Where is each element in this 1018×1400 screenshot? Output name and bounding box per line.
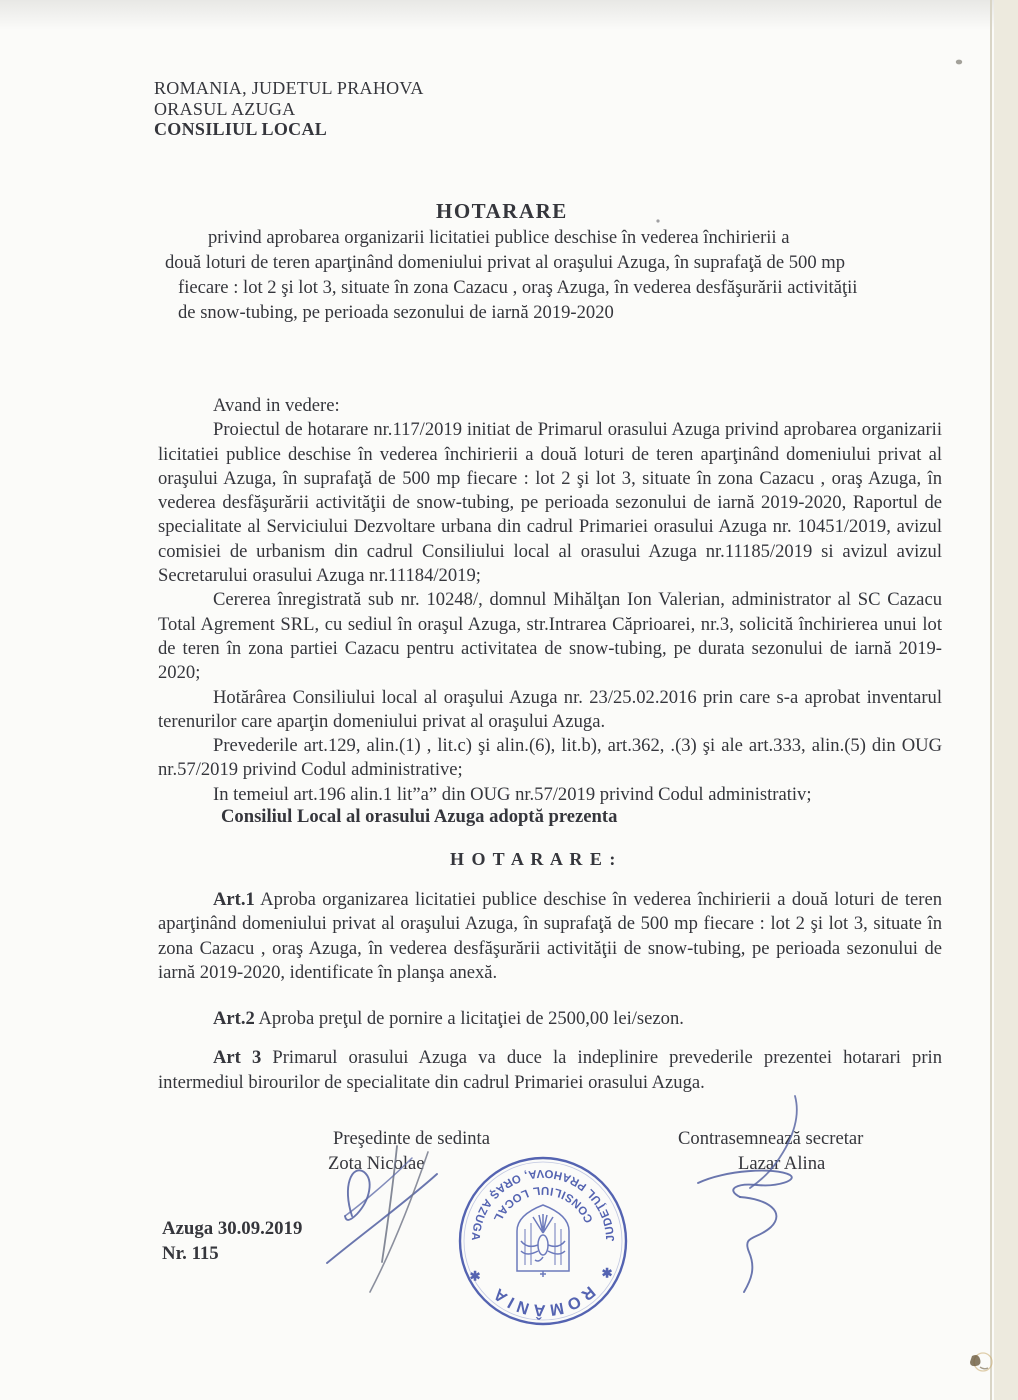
letterhead-city: ORASUL AZUGA	[154, 98, 296, 119]
signature-block-secretary	[678, 1126, 863, 1176]
article-label: Art.1	[213, 889, 255, 910]
preamble-intro: Avand in vedere:	[213, 395, 340, 416]
stamp-outer-ring	[460, 1158, 626, 1324]
stamp-rotated-group	[460, 1158, 626, 1324]
footer-number: Nr. 115	[162, 1243, 219, 1264]
preamble-paragraph: Prevederile art.129, alin.(1) , lit.c) şi alin.(6), lit.b), art.362, .(3) şi ale art.333, alin.(5) din OUG nr.57/2019 privind Codul administrative;	[158, 735, 942, 781]
preamble	[158, 394, 942, 807]
articles	[158, 888, 942, 1095]
stamp-ring-inner-text: CONSILIUL LOCAL	[490, 1183, 596, 1225]
signature-role: Preşedinte de sedinta	[333, 1128, 490, 1149]
scan-edge-shade	[0, 0, 1018, 30]
footer-place-date: Azuga 30.09.2019	[162, 1218, 303, 1239]
signature-name: Lazar Alina	[738, 1153, 826, 1174]
signature-role: Contrasemnează secretar	[678, 1128, 864, 1149]
preamble-paragraph: In temeiul art.196 alin.1 lit”a” din OUG nr.57/2019 privind Codul administrativ;	[213, 783, 812, 805]
stamp-ring-outer-text: JUDEŢUL PRAHOVA, ORAŞ AZUGA	[468, 1166, 618, 1242]
title-subtitle-line: două loturi de teren aparţinând domeniului privat al oraşului Azuga, în suprafaţă de 500 mp	[165, 252, 846, 273]
article	[158, 1046, 942, 1095]
letterhead-council: CONSILIUL LOCAL	[154, 119, 328, 139]
article-text: Primarul orasului Azuga va duce la indeplinire prevederile prezentei hotarari prin intermediul birourilor de specialitate din cadrul Primariei orasului Azuga.	[158, 1047, 942, 1093]
document-title: HOTARARE	[436, 199, 568, 223]
preamble-paragraph: Proiectul de hotarare nr.117/2019 initiat de Primarul orasului Azuga privind aprobarea organizarii licitatiei publice deschise în vederea închirierii a două loturi de teren aparţinând domeniului privat al oraşului Azuga, în suprafaţă de 500 mp fiecare : lot 2 şi lot 3, situate în zona Cazacu , oraş Azuga, în vederea desfăşurării activităţii de snow-tubing, pe perioada sezonului de iarnă 2019-2020, Raportul de specialitate al Serviciului Dezvoltare urbana din cadrul Primariei orasului Azuga nr. 10451/2019, avizul comisiei de urbanism din cadrul Consiliului local al orasului Azuga nr.11185/2019 si avizul avizul Secretarului orasului Azuga nr.11184/2019;	[158, 419, 942, 587]
article-text: Aproba preţul de pornire a licitaţiei de 2500,00 lei/sezon.	[258, 1008, 684, 1030]
article	[158, 888, 942, 985]
title-subtitle-line: fiecare : lot 2 şi lot 3, situate în zona Cazacu , oraş Azuga, în vederea desfăşurării activităţii	[178, 277, 858, 298]
title-subtitle-line: de snow-tubing, pe perioada sezonului de iarnă 2019-2020	[178, 302, 614, 323]
stamp-country-text: ROMÂNIA	[487, 1282, 599, 1320]
preamble-paragraph: Hotărârea Consiliului local al oraşului Azuga nr. 23/25.02.2016 prin care s-a aprobat inventarul terenurilor care aparţin domeniului privat al oraşului Azuga.	[158, 686, 942, 732]
stamp-star-icon: ✱	[469, 1268, 481, 1283]
paper-edge-line	[990, 0, 992, 1400]
stamp-star-icon: ✱	[601, 1265, 613, 1280]
adoption-line: Consiliul Local al orasului Azuga adoptă prezenta	[221, 806, 618, 827]
title-subtitle-line: privind aprobarea organizarii licitatiei publice deschise în vederea închirierii a	[208, 227, 790, 248]
article-text: Aproba organizarea licitatiei publice deschise în vederea închirierii a două loturi de teren aparţinând domeniului privat al oraşului Azuga, în suprafaţă de 500 mp fiecare : lot 2 şi lot 3, situate în zona Cazacu , oraş Azuga, în vederea desfăşurării activităţii de snow-tubing, pe perioada sezonului de iarnă 2019-2020, identificate în planşa anexă.	[158, 889, 943, 983]
stamp-coat-of-arms-icon	[517, 1205, 569, 1277]
article-label: Art 3	[213, 1047, 262, 1069]
letterhead-country-county: ROMANIA, JUDETUL PRAHOVA	[154, 78, 424, 98]
preamble-paragraph: Cererea înregistrată sub nr. 10248/, domnul Mihălţan Ion Valerian, administrator al SC Cazacu Total Agrement SRL, cu sediul în oraşul Azuga, str.Intrarea Căprioarei, nr.3, solicită închirierea unui lot de teren în zona partiei Cazacu pentru activitatea de snow-tubing, pe durata sezonului de iarnă 2019-2020;	[158, 589, 942, 684]
decision-heading: H O T A R A R E :	[450, 849, 617, 869]
title-block	[160, 199, 942, 325]
letterhead	[154, 78, 424, 140]
council-round-stamp	[455, 1153, 631, 1329]
article-label: Art.2	[213, 1008, 255, 1030]
article	[158, 1007, 942, 1031]
footer	[162, 1216, 302, 1266]
signature-name: Zota Nicolae	[328, 1153, 425, 1174]
paper-edge-strip	[994, 0, 1018, 1400]
